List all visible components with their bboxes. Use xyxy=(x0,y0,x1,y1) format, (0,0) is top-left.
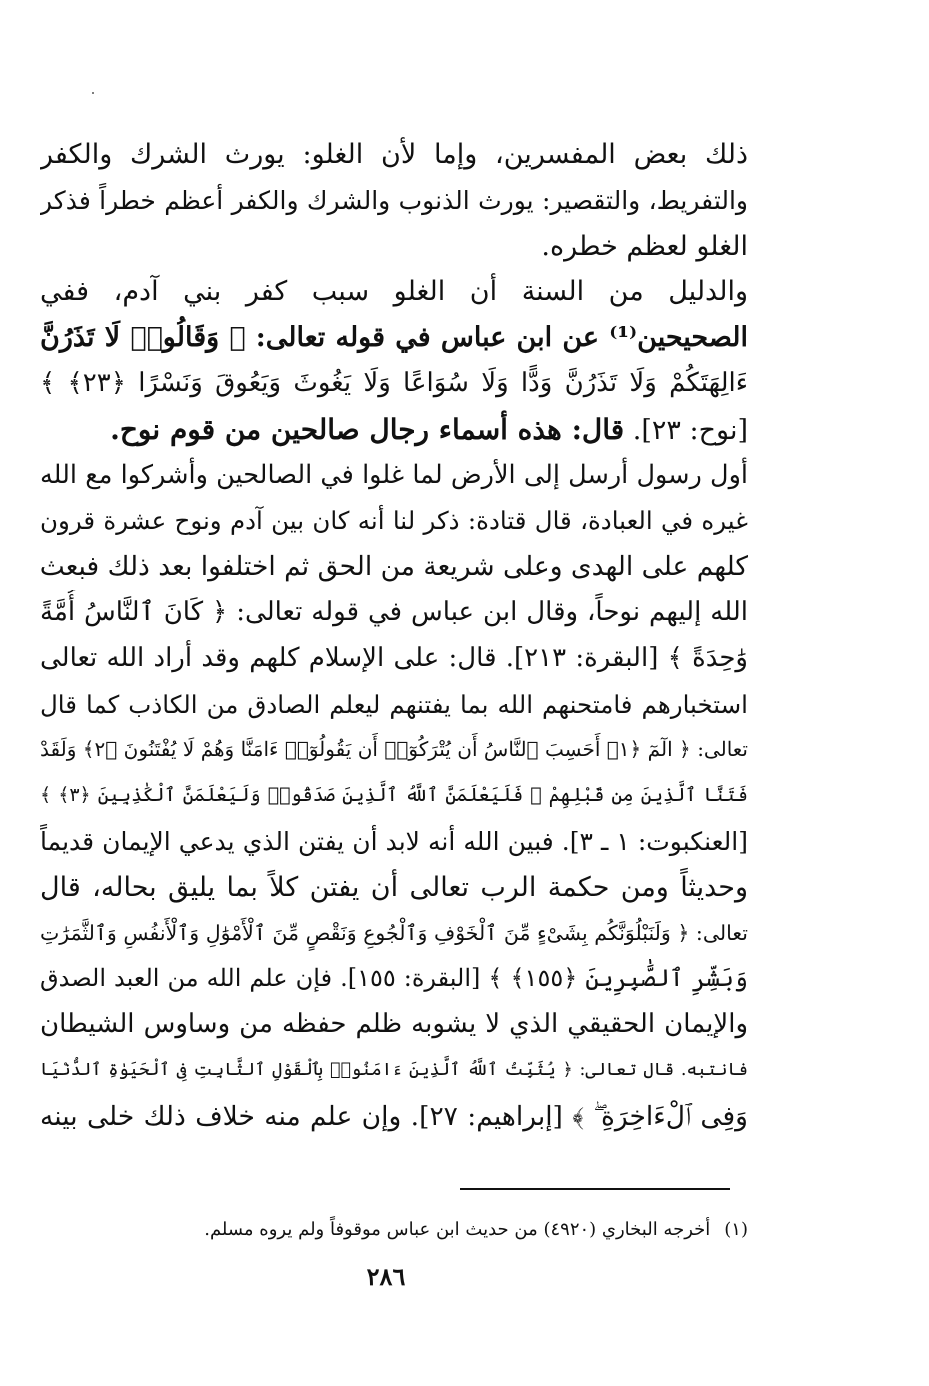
quran-verse-line-14: تعالى: ﴿ الٓمٓ ﴿١﴾ أَحَسِبَ ٱلنَّاسُ أَن يُتْرَكُوٓا۟ أَن يَقُولُوٓا۟ ءَامَنَّا وَهُمْ لَا يُفْتَنُونَ ﴿٢﴾ وَلَقَدْ xyxy=(40,737,748,762)
text-line-4: والدليل من السنة أن الغلو سبب كفر بني آدم، ففي xyxy=(40,276,748,308)
text-line-8: أول رسول أرسل إلى الأرض لما غلوا في الصالحين وأشركوا مع الله xyxy=(40,459,748,490)
text-line-16: [العنكبوت: ١ ـ ٣]. فبين الله أنه لابد أن يفتن الذي يدعي الإيمان قديماً xyxy=(40,826,748,856)
quran-verse-line-6: ءَالِهَتَكُمْ وَلَا تَذَرُنَّ وَدًّا وَلَا سُوَاعًا وَلَا يَغُوثَ وَيَعُوقَ وَنَسْرًا ﴿٢٣﴾ ﴾ xyxy=(40,367,748,398)
text-line-10: كلهم على الهدى وعلى شريعة من الحق ثم اختلفوا بعد ذلك فبعث xyxy=(40,551,748,583)
footnote xyxy=(120,1216,748,1244)
text-line-5: الصحيحين⁽¹⁾ عن ابن عباس في قوله تعالى: ﴿ وَقَالُوا۟ لَا تَذَرُنَّ xyxy=(40,322,748,354)
footnote-number: (١) xyxy=(724,1219,748,1240)
text-line-20: والإيمان الحقيقي الذي لا يشوبه ظلم حفظه من وساوس الشيطان xyxy=(40,1009,748,1040)
text-line-9: غيره في العبادة، قال قتادة: ذكر لنا أنه كان بين آدم ونوح عشرة قرون xyxy=(40,506,748,536)
scan-speck xyxy=(92,92,94,94)
text-line-22: وَفِى ٱلْءَاخِرَةِ ۖ ﴾ [إبراهيم: ٢٧]. وإن علم منه خلاف ذلك خلى بينه xyxy=(40,1100,748,1132)
verse-reference: [نوح: ٢٣]. xyxy=(624,414,748,446)
text-line-13: استخبارهم فامتحنهم الله بما يفتنهم ليعلم الصادق من الكاذب كما قال xyxy=(40,689,748,719)
bold-quote: قال: هذه أسماء رجال صالحين من قوم نوح. xyxy=(110,412,625,446)
page-number: ٢٨٦ xyxy=(366,1262,406,1291)
quran-verse-line-18: تعالى: ﴿ وَلَنَبْلُوَنَّكُم بِشَىْءٍ مِّنَ ٱلْخَوْفِ وَٱلْجُوعِ وَنَقْصٍ مِّنَ ٱلْأَمْوَٰلِ وَٱلْأَنفُسِ وَٱلثَّمَرَٰتِ xyxy=(40,920,748,945)
text-line-2: والتفريط، والتقصير: يورث الذنوب والشرك والكفر أعظم خطراً فذكر xyxy=(40,185,748,215)
text-line-11: الله إليهم نوحاً، وقال ابن عباس في قوله تعالى: ﴿ كَانَ ٱلنَّاسُ أُمَّةً xyxy=(40,596,748,627)
footnote-divider xyxy=(460,1188,730,1190)
footnote-text: أخرجه البخاري (٤٩٢٠) من حديث ابن عباس موقوفاً ولم يروه مسلم. xyxy=(204,1219,711,1240)
text-line-12: وَٰحِدَةً ﴾ [البقرة: ٢١٣]. قال: على الإسلام كلهم وقد أراد الله تعالى xyxy=(40,642,748,673)
text-line-1: ذلك بعض المفسرين، وإما لأن الغلو: يورث الشرك والكفر xyxy=(40,139,748,170)
text-line-7 xyxy=(40,407,748,453)
text-line-21: فانتبه. قال تعالى: ﴿ يُثَبِّتُ ٱللَّهُ ٱلَّذِينَ ءَامَنُوا۟ بِٱلْقَوْلِ ٱلثَّابِتِ فِى ٱلْحَيَوٰةِ ٱلدُّنْيَا xyxy=(40,1059,748,1080)
text-line-19: وَبَشِّرِ ٱلصَّٰبِرِينَ ﴿١٥٥﴾ ﴾ [البقرة: ١٥٥]. فإن علم الله من العبد الصدق xyxy=(40,964,748,993)
text-line-3: الغلو لعظم خطره. xyxy=(541,230,748,262)
quran-verse-line-15: فَتَنَّا ٱلَّذِينَ مِن قَبْلِهِمْ ۖ فَلَيَعْلَمَنَّ ٱللَّهُ ٱلَّذِينَ صَدَقُوا۟ وَلَيَعْلَمَنَّ ٱلْكَٰذِبِينَ ﴿٣﴾ ﴾ xyxy=(40,784,748,807)
text-line-17: وحديثاً ومن حكمة الرب تعالى أن يفتن كلاً بما يليق بحاله، قال xyxy=(40,871,748,903)
main-text-body xyxy=(40,132,748,1140)
